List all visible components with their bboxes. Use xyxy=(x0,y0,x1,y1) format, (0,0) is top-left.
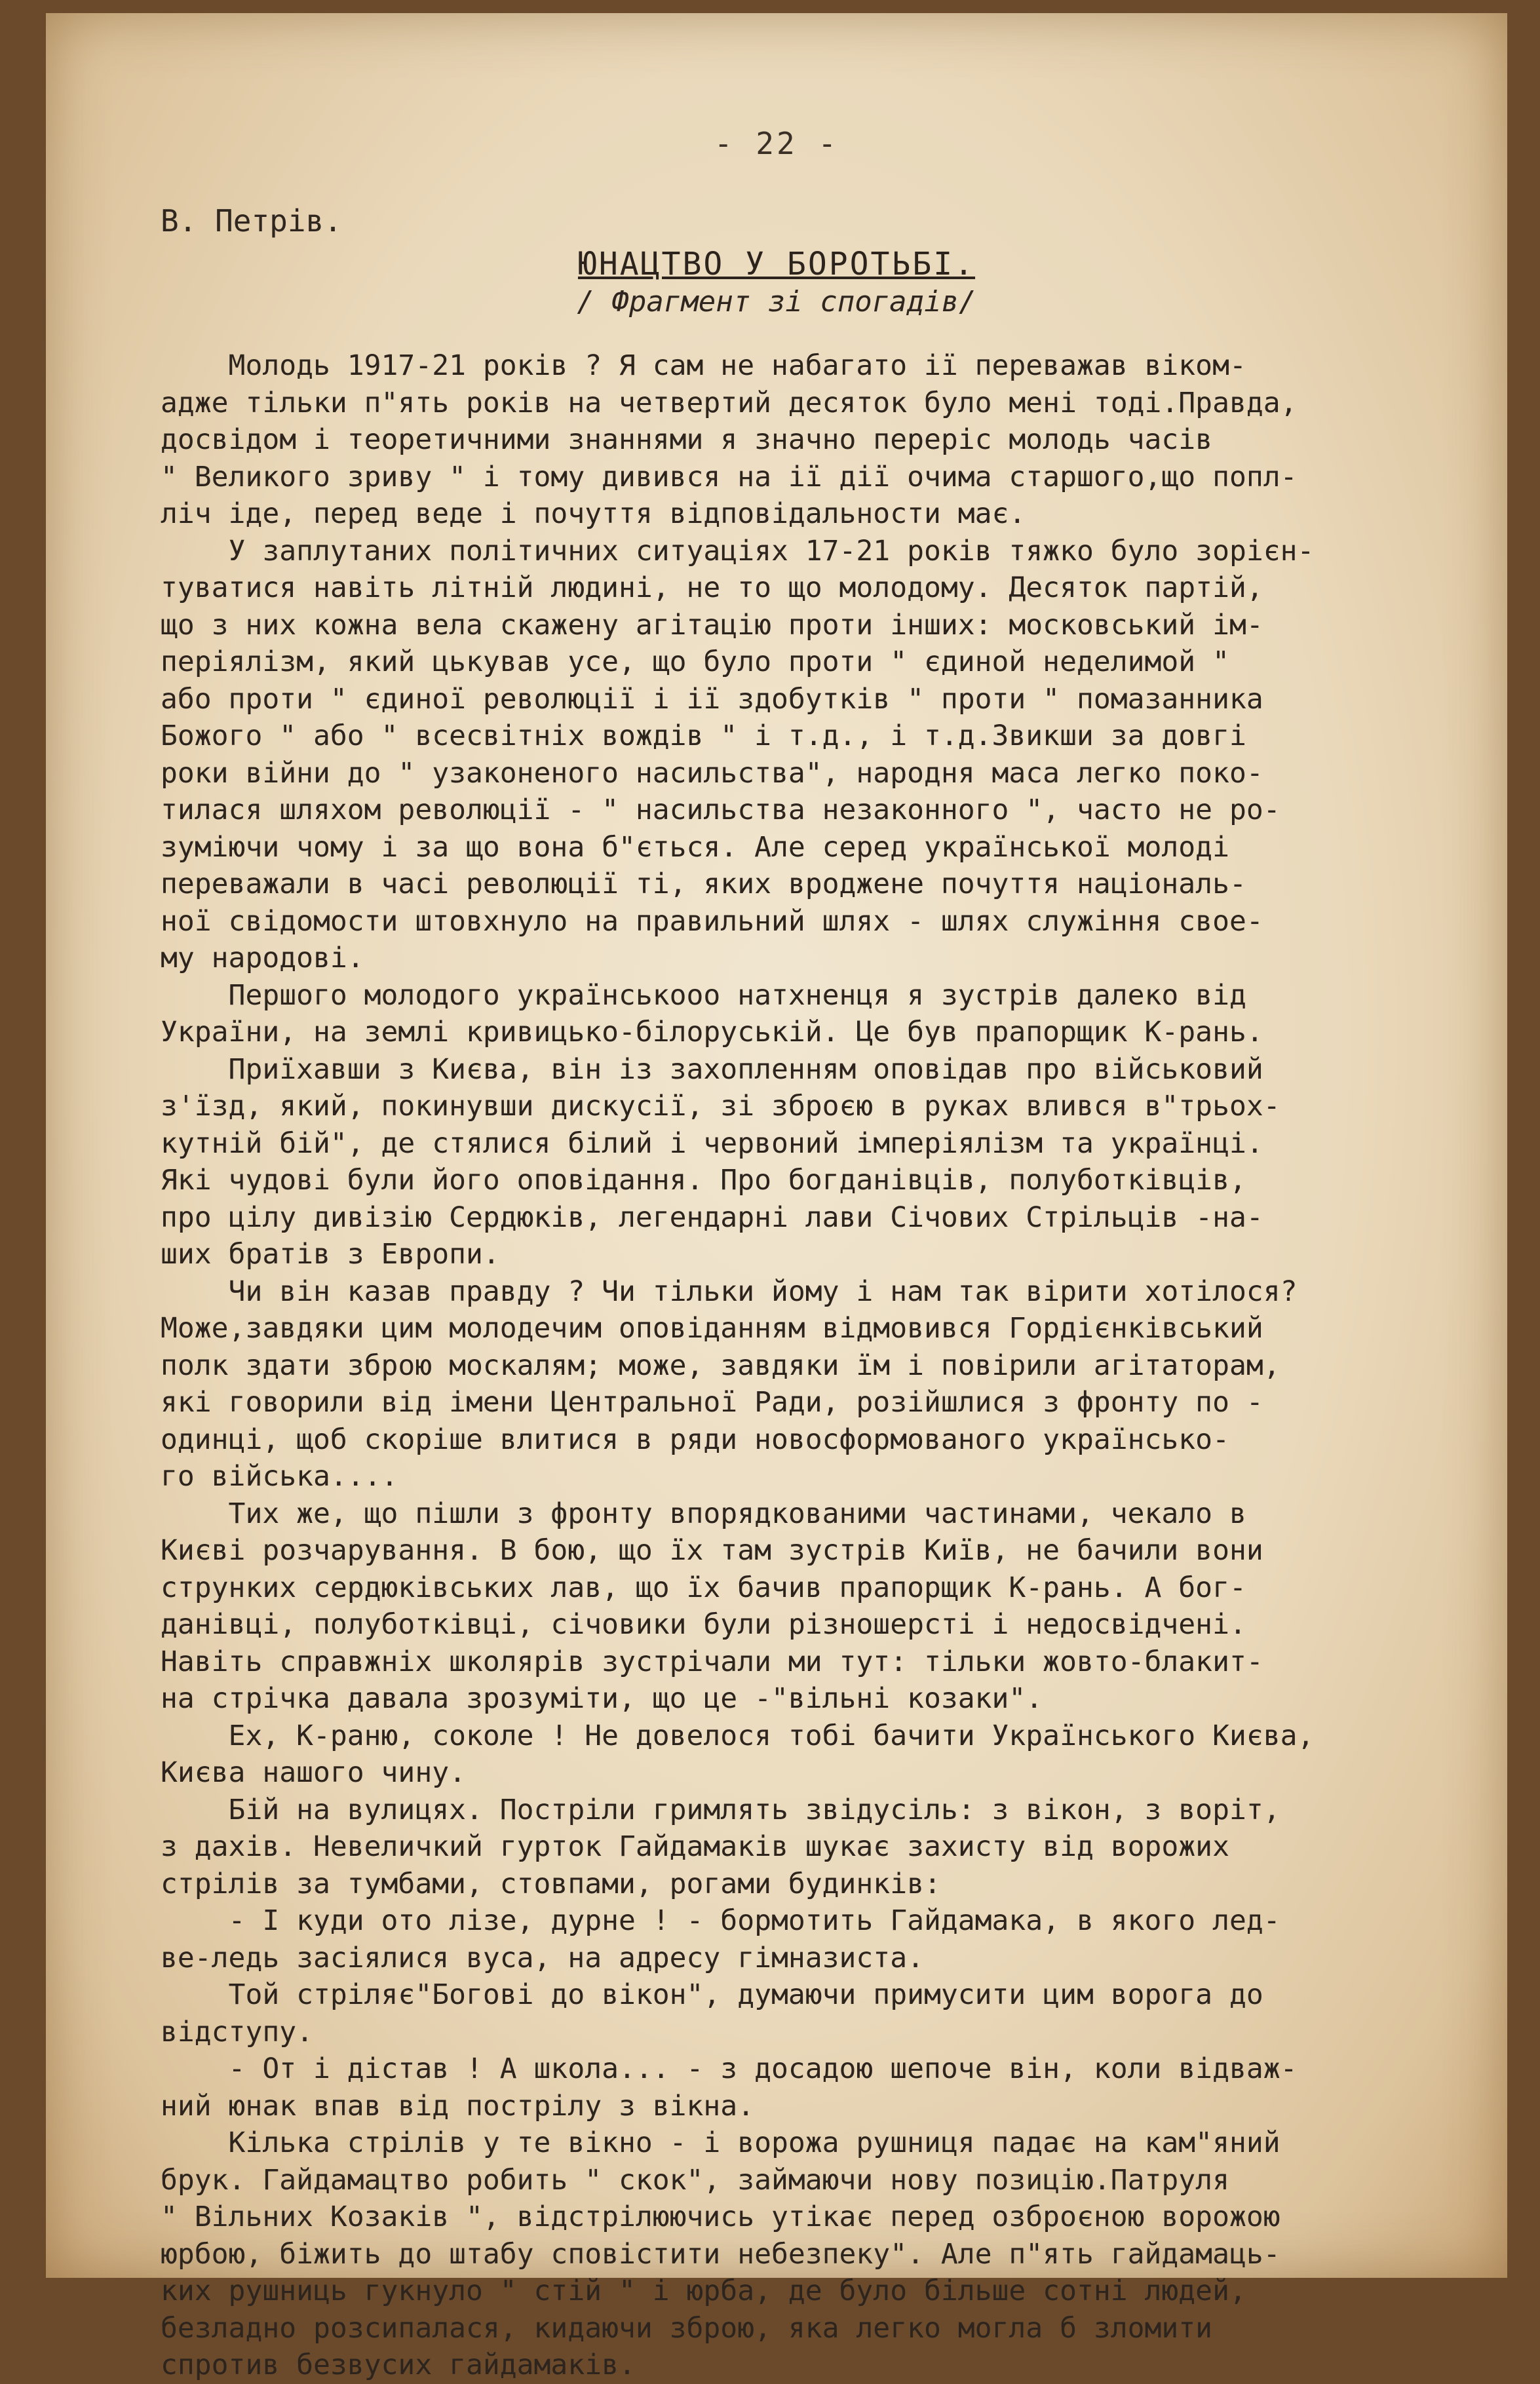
text-line: Києві розчарування. В бою, що їх там зустрів Київ, не бачили вони xyxy=(161,1534,1263,1567)
text-line: данівці, полуботківці, січовики були різношерсті і недосвідчені. xyxy=(161,1608,1246,1641)
text-line: полк здати зброю москалям; може, завдяки їм і повірили агітаторам, xyxy=(161,1349,1280,1382)
document-page xyxy=(46,13,1507,2381)
text-line: або проти " єдиної революції і ії здобутків " проти " помазанника xyxy=(161,682,1263,716)
text-line: відступу. xyxy=(161,2015,313,2048)
document-title: ЮНАЦТВО У БОРОТЬБІ. xyxy=(577,246,976,282)
text-line: про цілу дивізію Сердюків, легендарні лави Січових Стрільців -на- xyxy=(161,1201,1263,1234)
text-line: - І куди ото лізе, дурне ! - бормотить Гайдамака, в якого лед- xyxy=(161,1904,1280,1937)
text-line: Кілька стрілів у те вікно - і ворожа рушниця падає на кам"яний xyxy=(161,2126,1280,2159)
text-line: стрілів за тумбами, стовпами, рогами будинків: xyxy=(161,1867,941,1900)
text-line: Той стріляє"Богові до вікон", думаючи примусити цим ворога до xyxy=(161,1978,1263,2011)
text-line: ве-ледь засіялися вуса, на адресу гімназиста. xyxy=(161,1941,924,1974)
text-line: Тих же, що пішли з фронту впорядкованими частинами, чекало в xyxy=(161,1497,1246,1530)
text-line: Навіть справжніх школярів зустрічали ми тут: тільки жовто-блакит- xyxy=(161,1645,1263,1678)
text-line: що з них кожна вела скажену агітацію проти інших: московський ім- xyxy=(161,608,1263,642)
text-line: ліч іде, перед веде і почуття відповідальности має. xyxy=(161,497,1026,530)
text-line: юрбою, біжить до штабу сповістити небезпеку". Але п"ять гайдамаць- xyxy=(161,2237,1280,2271)
text-line: адже тільки п"ять років на четвертий десяток було мені тоді.Правда, xyxy=(161,386,1298,419)
text-line: зуміючи чому і за що вона б"ється. Але серед української молоді xyxy=(161,830,1229,864)
text-line: ких рушниць гукнуло " стій " і юрба, де було більше сотні людей, xyxy=(161,2275,1246,2307)
text-line: на стрічка давала зрозуміти, що це -"вільні козаки". xyxy=(161,1682,1043,1715)
text-line: " Великого зриву " і тому дивився на ії дії очима старшого,що попл- xyxy=(161,460,1298,493)
text-line: Ех, К-раню, соколе ! Не довелося тобі бачити Українського Києва, xyxy=(161,1719,1315,1752)
document-subtitle: / Фрагмент зі спогадів/ xyxy=(577,285,976,318)
text-line: з'їзд, який, покинувши дискусії, зі зброєю в руках влився в"трьох- xyxy=(161,1090,1280,1123)
body-text xyxy=(161,347,1461,2384)
text-line: Які чудові були його оповідання. Про богданівців, полуботківців, xyxy=(161,1164,1246,1197)
text-line: які говорили від імени Центральної Ради, розійшлися з фронту по - xyxy=(161,1386,1263,1419)
text-line: Бій на вулицях. Постріли гримлять звідусіль: з вікон, з воріт, xyxy=(161,1793,1280,1826)
text-line: ших братів з Европи. xyxy=(161,1238,500,1271)
text-line: Приїхавши з Києва, він із захопленням оповідав про військовий xyxy=(161,1052,1263,1086)
text-line: - От і дістав ! А школа... - з досадою шепоче він, коли відваж- xyxy=(161,2052,1298,2085)
text-line: ної свідомости штовхнуло на правильний шлях - шлях служіння свое- xyxy=(161,904,1263,938)
text-line: У заплутаних політичних ситуаціях 17-21 років тяжко було зорієн- xyxy=(161,534,1315,567)
text-line: Києва нашого чину. xyxy=(161,1756,466,1789)
text-line: брук. Гайдамацтво робить " скок", займаючи нову позицію.Патруля xyxy=(161,2163,1229,2197)
text-line: періялізм, який цькував усе, що було проти " єдиной неделимой " xyxy=(161,645,1229,678)
text-line: спротив безвусих гайдамаків. xyxy=(161,2349,636,2381)
text-line: України, на землі кривицько-білоруській. Це був прапорщик К-рань. xyxy=(161,1016,1263,1048)
text-line: безладно розсипалася, кидаючи зброю, яка легко могла б зломити xyxy=(161,2311,1213,2345)
author-name: В. Петрів. xyxy=(161,203,342,239)
text-line: Божого " або " всесвітніх вождів " і т.д., і т.д.Звикши за довгі xyxy=(161,720,1246,752)
text-line: з дахів. Невеличкий гурток Гайдамаків шукає захисту від ворожих xyxy=(161,1830,1229,1863)
text-line: струнких сердюківських лав, що їх бачив прапорщик К-рань. А бог- xyxy=(161,1571,1246,1604)
text-line: роки війни до " узаконеного насильства", народня маса легко поко- xyxy=(161,756,1263,790)
text-line: одинці, щоб скоріше влитися в ряди новосформованого українсько- xyxy=(161,1423,1229,1456)
text-line: Молодь 1917-21 років ? Я сам не набагато ії переважав віком- xyxy=(161,349,1246,382)
text-line: го війська.... xyxy=(161,1460,398,1493)
text-line: Може,завдяки цим молодечим оповіданням відмовився Гордієнківський xyxy=(161,1312,1263,1345)
text-line: переважали в часі революції ті, яких вроджене почуття національ- xyxy=(161,868,1246,900)
text-line: туватися навіть літній людині, не то що молодому. Десяток партій, xyxy=(161,571,1263,604)
text-line: тилася шляхом революції - " насильства незаконного ", часто не ро- xyxy=(161,794,1280,826)
text-line: Чи він казав правду ? Чи тільки йому і нам так вірити хотілося? xyxy=(161,1275,1298,1308)
text-line: досвідом і теоретичними знаннями я значно переріс молодь часів xyxy=(161,423,1213,456)
page-number: - 22 - xyxy=(714,126,839,161)
text-line: ний юнак впав від пострілу з вікна. xyxy=(161,2089,755,2123)
text-line: кутній бій", де стялися білий і червоний імперіялізм та українці. xyxy=(161,1126,1263,1160)
text-line: " Вільних Козаків ", відстрілюючись утікає перед озброєною ворожою xyxy=(161,2201,1280,2233)
text-line: Першого молодого українськооо натхненця я зустрів далеко від xyxy=(161,978,1246,1012)
text-line: му народові. xyxy=(161,942,364,974)
